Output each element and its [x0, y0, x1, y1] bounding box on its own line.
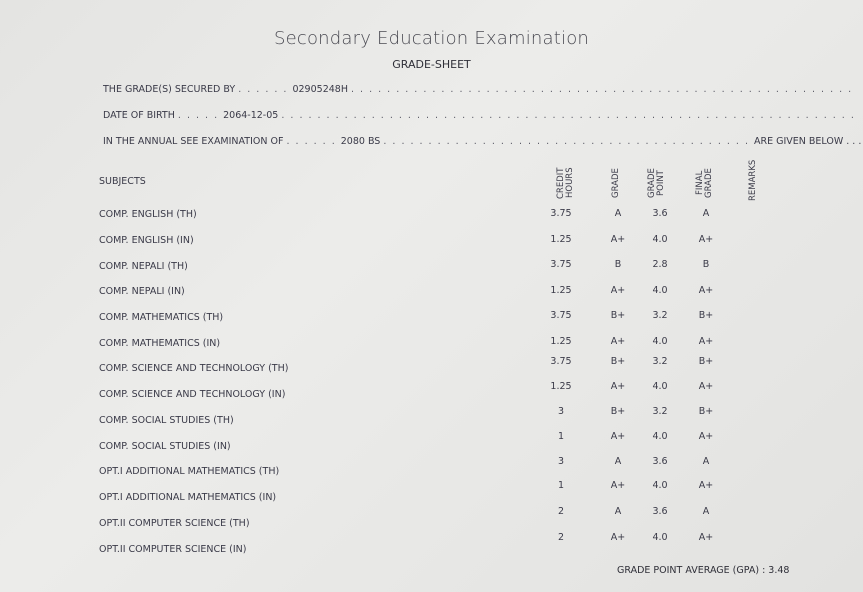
- subject-name: OPT.I ADDITIONAL MATHEMATICS (TH): [99, 466, 280, 477]
- info-dob-line: DATE OF BIRTH . . . . . 2064-12-05 . . . . . . . . . . . . . . . . . . . . . . . . . . . . . . . . . . . . . . . . . . . . . . . . . . . . . . . . . . . . . . . .: [103, 110, 856, 121]
- page-subtitle: GRADE-SHEET: [392, 58, 471, 71]
- credit-hours-cell: 1.25: [550, 285, 572, 296]
- subject-name: COMP. NEPALI (TH): [99, 261, 188, 272]
- final-grade-cell: A+: [698, 480, 714, 491]
- info-grade-line: THE GRADE(S) SECURED BY . . . . . . 02905248H . . . . . . . . . . . . . . . . . . . . . . . . . . . . . . . . . . . . . . . . . . . . . . . . . . . . . . . .: [103, 84, 853, 95]
- grade-point-cell: 4.0: [652, 480, 668, 491]
- exam-suffix: ARE GIVEN BELOW . . .: [753, 136, 862, 147]
- final-grade-cell: B+: [698, 406, 714, 417]
- subject-name: OPT.II COMPUTER SCIENCE (IN): [99, 544, 247, 555]
- info-exam-line: IN THE ANNUAL SEE EXAMINATION OF . . . . . . 2080 BS . . . . . . . . . . . . . . . . . . . . . . . . . . . . . . . . . . . . . . . . . ARE GIVEN BELOW . . .: [103, 136, 862, 147]
- final-grade-cell: A+: [698, 381, 714, 392]
- grade-cell: A: [614, 456, 622, 467]
- grade-cell: A+: [610, 285, 626, 296]
- remarks-header: REMARKS: [748, 159, 758, 201]
- credit-hours-cell: 1: [557, 480, 565, 491]
- final-grade-cell: A+: [698, 336, 714, 347]
- grade-point-cell: 4.0: [652, 431, 668, 442]
- final-grade-header: FINAL GRADE: [695, 168, 714, 198]
- credit-hours-cell: 1.25: [550, 381, 572, 392]
- grade-cell: B+: [610, 406, 626, 417]
- grade-cell: A+: [610, 532, 626, 543]
- final-grade-cell: B+: [698, 310, 714, 321]
- exam-year: 2080 BS: [340, 136, 381, 147]
- grade-cell: B: [614, 259, 622, 270]
- final-grade-cell: A: [702, 506, 710, 517]
- grade-point-cell: 3.6: [652, 506, 668, 517]
- exam-label: IN THE ANNUAL SEE EXAMINATION OF: [103, 136, 284, 147]
- credit-hours-header: CREDIT HOURS: [556, 167, 575, 199]
- credit-hours-cell: 3.75: [550, 356, 572, 367]
- final-grade-cell: B+: [698, 356, 714, 367]
- subject-name: COMP. SOCIAL STUDIES (IN): [99, 441, 231, 452]
- grade-point-cell: 3.2: [652, 310, 668, 321]
- grade-point-cell: 3.6: [652, 208, 668, 219]
- subject-name: COMP. ENGLISH (TH): [99, 209, 197, 220]
- final-grade-cell: A+: [698, 285, 714, 296]
- grade-point-cell: 3.6: [652, 456, 668, 467]
- grade-cell: A+: [610, 480, 626, 491]
- final-grade-cell: A: [702, 456, 710, 467]
- grade-point-cell: 2.8: [652, 259, 668, 270]
- dob-label: DATE OF BIRTH: [103, 110, 175, 121]
- grade-cell: A+: [610, 234, 626, 245]
- symbol-number: 02905248H: [292, 84, 348, 95]
- credit-hours-cell: 1: [557, 431, 565, 442]
- grade-cell: A+: [610, 336, 626, 347]
- subject-name: COMP. NEPALI (IN): [99, 286, 185, 297]
- subject-name: COMP. MATHEMATICS (TH): [99, 312, 224, 323]
- subject-name: COMP. SCIENCE AND TECHNOLOGY (TH): [99, 363, 289, 374]
- grade-label: THE GRADE(S) SECURED BY: [103, 84, 236, 95]
- grade-point-header: GRADE POINT: [647, 168, 666, 198]
- subject-name: COMP. MATHEMATICS (IN): [99, 338, 221, 349]
- subject-name: COMP. SCIENCE AND TECHNOLOGY (IN): [99, 389, 286, 400]
- grade-point-cell: 4.0: [652, 336, 668, 347]
- grade-cell: A: [614, 208, 622, 219]
- grade-point-cell: 3.2: [652, 356, 668, 367]
- credit-hours-cell: 2: [557, 506, 565, 517]
- credit-hours-cell: 3.75: [550, 310, 572, 321]
- dob-value: 2064-12-05: [223, 110, 279, 121]
- grade-cell: A+: [610, 381, 626, 392]
- final-grade-cell: A: [702, 208, 710, 219]
- subject-name: COMP. SOCIAL STUDIES (TH): [99, 415, 234, 426]
- final-grade-cell: A+: [698, 431, 714, 442]
- grade-cell: A: [614, 506, 622, 517]
- credit-hours-cell: 2: [557, 532, 565, 543]
- final-grade-cell: A+: [698, 532, 714, 543]
- subjects-header: SUBJECTS: [99, 176, 146, 187]
- final-grade-cell: B: [702, 259, 710, 270]
- credit-hours-cell: 3: [557, 456, 565, 467]
- credit-hours-cell: 3: [557, 406, 565, 417]
- final-grade-cell: A+: [698, 234, 714, 245]
- grade-point-cell: 4.0: [652, 285, 668, 296]
- grade-cell: A+: [610, 431, 626, 442]
- grade-cell: B+: [610, 356, 626, 367]
- grade-header: GRADE: [611, 168, 621, 198]
- grade-point-cell: 4.0: [652, 532, 668, 543]
- grade-point-cell: 3.2: [652, 406, 668, 417]
- subject-name: COMP. ENGLISH (IN): [99, 235, 194, 246]
- subject-name: OPT.II COMPUTER SCIENCE (TH): [99, 518, 250, 529]
- grade-point-cell: 4.0: [652, 381, 668, 392]
- credit-hours-cell: 1.25: [550, 234, 572, 245]
- gpa-summary: GRADE POINT AVERAGE (GPA) : 3.48: [617, 565, 790, 576]
- grade-point-cell: 4.0: [652, 234, 668, 245]
- page-title: Secondary Education Examination: [273, 28, 590, 49]
- credit-hours-cell: 1.25: [550, 336, 572, 347]
- grade-cell: B+: [610, 310, 626, 321]
- credit-hours-cell: 3.75: [550, 259, 572, 270]
- subject-name: OPT.I ADDITIONAL MATHEMATICS (IN): [99, 492, 277, 503]
- credit-hours-cell: 3.75: [550, 208, 572, 219]
